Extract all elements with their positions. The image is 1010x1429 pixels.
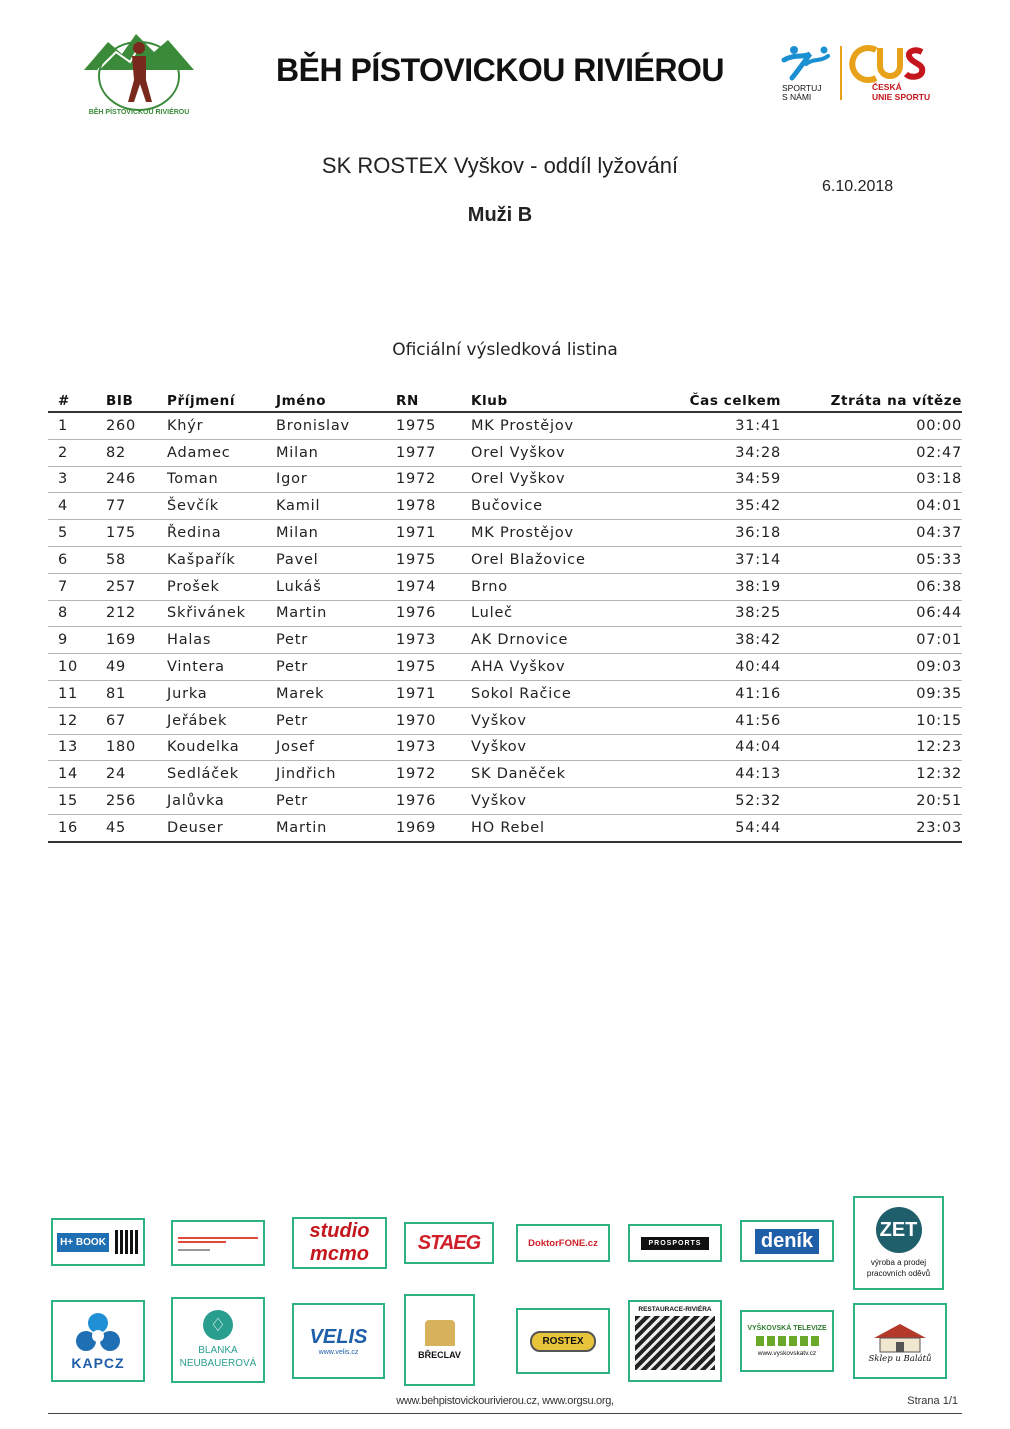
cell-birth-year: 1970 bbox=[396, 707, 471, 734]
sponsor-prosports-label: PROSPORTS bbox=[641, 1237, 710, 1250]
cell-club: MK Prostějov bbox=[471, 412, 646, 439]
table-row bbox=[48, 761, 962, 788]
table-row bbox=[48, 734, 962, 761]
cell-time-behind: 00:00 bbox=[781, 412, 962, 439]
cell-total-time: 41:56 bbox=[646, 707, 781, 734]
cell-club: Orel Vyškov bbox=[471, 439, 646, 466]
cell-club: Orel Blažovice bbox=[471, 546, 646, 573]
cell-birth-year: 1973 bbox=[396, 734, 471, 761]
cell-bib: 260 bbox=[106, 412, 167, 439]
sponsor-restaurace-riviera bbox=[628, 1300, 722, 1382]
cell-club: Brno bbox=[471, 573, 646, 600]
table-row bbox=[48, 573, 962, 600]
cell-total-time: 52:32 bbox=[646, 788, 781, 815]
cell-surname: Toman bbox=[167, 466, 276, 493]
cell-bib: 82 bbox=[106, 439, 167, 466]
cell-time-behind: 07:01 bbox=[781, 627, 962, 654]
velis-label: VELIS bbox=[309, 1326, 368, 1348]
cell-first-name: Igor bbox=[276, 466, 396, 493]
sponsor-velis bbox=[292, 1303, 385, 1379]
cell-surname: Skřivánek bbox=[167, 600, 276, 627]
sponsor-staeg bbox=[404, 1222, 494, 1264]
cell-first-name: Josef bbox=[276, 734, 396, 761]
cell-bib: 180 bbox=[106, 734, 167, 761]
page-number: Strana 1/1 bbox=[907, 1395, 958, 1407]
cell-club: Vyškov bbox=[471, 788, 646, 815]
cell-club: MK Prostějov bbox=[471, 520, 646, 547]
sponsor-zet bbox=[853, 1196, 944, 1290]
cell-total-time: 34:28 bbox=[646, 439, 781, 466]
cell-total-time: 36:18 bbox=[646, 520, 781, 547]
cell-rank: 4 bbox=[48, 493, 106, 520]
cell-surname: Prošek bbox=[167, 573, 276, 600]
cell-birth-year: 1971 bbox=[396, 680, 471, 707]
column-header-bib: BIB bbox=[106, 385, 167, 412]
cell-birth-year: 1978 bbox=[396, 493, 471, 520]
cell-total-time: 38:25 bbox=[646, 600, 781, 627]
cell-birth-year: 1975 bbox=[396, 546, 471, 573]
cell-first-name: Kamil bbox=[276, 493, 396, 520]
cell-time-behind: 12:32 bbox=[781, 761, 962, 788]
table-header-row bbox=[48, 385, 962, 412]
cell-rank: 11 bbox=[48, 680, 106, 707]
sportuj-s-nami-logo bbox=[780, 44, 838, 114]
cell-club: Vyškov bbox=[471, 707, 646, 734]
cell-bib: 257 bbox=[106, 573, 167, 600]
cell-bib: 77 bbox=[106, 493, 167, 520]
sportuj-text-2: S NÁMI bbox=[782, 92, 812, 102]
cell-bib: 67 bbox=[106, 707, 167, 734]
cell-surname: Kašpařík bbox=[167, 546, 276, 573]
cell-birth-year: 1977 bbox=[396, 439, 471, 466]
velis-url: www.velis.cz bbox=[318, 1349, 359, 1356]
svg-text:BĚH PÍSTOVICKOU RIVIÉROU: BĚH PÍSTOVICKOU RIVIÉROU bbox=[88, 109, 190, 116]
cell-birth-year: 1976 bbox=[396, 600, 471, 627]
cell-rank: 10 bbox=[48, 654, 106, 681]
table-row bbox=[48, 654, 962, 681]
cell-rank: 16 bbox=[48, 814, 106, 841]
sponsor-hbook bbox=[51, 1218, 145, 1266]
race-date: 6.10.2018 bbox=[822, 178, 894, 195]
cell-total-time: 35:42 bbox=[646, 493, 781, 520]
cell-bib: 256 bbox=[106, 788, 167, 815]
cell-first-name: Petr bbox=[276, 788, 396, 815]
cell-time-behind: 09:03 bbox=[781, 654, 962, 681]
cell-club: AHA Vyškov bbox=[471, 654, 646, 681]
sponsor-denik bbox=[740, 1220, 834, 1262]
cell-birth-year: 1969 bbox=[396, 814, 471, 841]
sponsor-staeg-label: STAEG bbox=[417, 1231, 481, 1254]
cell-total-time: 44:04 bbox=[646, 734, 781, 761]
cell-surname: Sedláček bbox=[167, 761, 276, 788]
cell-bib: 175 bbox=[106, 520, 167, 547]
cell-club: Luleč bbox=[471, 600, 646, 627]
cell-bib: 58 bbox=[106, 546, 167, 573]
cell-first-name: Martin bbox=[276, 600, 396, 627]
cell-time-behind: 04:37 bbox=[781, 520, 962, 547]
table-row bbox=[48, 814, 962, 841]
sportuj-text-1: SPORTUJ bbox=[782, 83, 822, 93]
cell-time-behind: 10:15 bbox=[781, 707, 962, 734]
cell-surname: Khýr bbox=[167, 412, 276, 439]
restaurant-photo bbox=[635, 1316, 715, 1370]
cell-club: HO Rebel bbox=[471, 814, 646, 841]
column-header-club: Klub bbox=[471, 385, 646, 412]
cell-bib: 212 bbox=[106, 600, 167, 627]
cell-time-behind: 06:44 bbox=[781, 600, 962, 627]
event-title: BĚH PÍSTOVICKOU RIVIÉROU bbox=[276, 52, 724, 88]
cell-surname: Jurka bbox=[167, 680, 276, 707]
cell-surname: Vintera bbox=[167, 654, 276, 681]
sponsor-blanka-neubauerova bbox=[171, 1297, 265, 1383]
table-row bbox=[48, 707, 962, 734]
vyskov-tv-label: VYŠKOVSKÁ TELEVIZE bbox=[747, 1325, 827, 1332]
cell-first-name: Milan bbox=[276, 520, 396, 547]
qr-code-icon bbox=[115, 1230, 139, 1254]
cell-first-name: Bronislav bbox=[276, 412, 396, 439]
cell-first-name: Pavel bbox=[276, 546, 396, 573]
cell-rank: 5 bbox=[48, 520, 106, 547]
cell-birth-year: 1972 bbox=[396, 466, 471, 493]
cell-time-behind: 05:33 bbox=[781, 546, 962, 573]
sklep-label: Sklep u Balátů bbox=[868, 1354, 932, 1364]
cell-club: Bučovice bbox=[471, 493, 646, 520]
breclav-castle-icon bbox=[425, 1320, 455, 1346]
cus-text-2: UNIE SPORTU bbox=[872, 92, 931, 102]
cell-first-name: Milan bbox=[276, 439, 396, 466]
sponsor-kapcz bbox=[51, 1300, 145, 1382]
cell-rank: 8 bbox=[48, 600, 106, 627]
cell-rank: 7 bbox=[48, 573, 106, 600]
sponsor-hbook-label: H+ BOOK bbox=[57, 1233, 109, 1252]
cell-birth-year: 1975 bbox=[396, 412, 471, 439]
cell-club: Sokol Račice bbox=[471, 680, 646, 707]
table-row bbox=[48, 680, 962, 707]
organizer-name: SK ROSTEX Vyškov - oddíl lyžování bbox=[321, 153, 679, 178]
cus-text-1: ČESKÁ bbox=[872, 82, 902, 92]
cell-total-time: 44:13 bbox=[646, 761, 781, 788]
table-row bbox=[48, 627, 962, 654]
tv-blocks-icon bbox=[756, 1336, 819, 1346]
cell-first-name: Petr bbox=[276, 654, 396, 681]
cell-first-name: Marek bbox=[276, 680, 396, 707]
cell-bib: 169 bbox=[106, 627, 167, 654]
table-row bbox=[48, 412, 962, 439]
cell-rank: 9 bbox=[48, 627, 106, 654]
sponsor-mcmo-label: studio mcmo bbox=[309, 1220, 370, 1265]
zet-logo: ZET bbox=[876, 1207, 922, 1253]
cell-surname: Halas bbox=[167, 627, 276, 654]
column-header-surname: Příjmení bbox=[167, 385, 276, 412]
cell-bib: 49 bbox=[106, 654, 167, 681]
sponsor-doktorfone bbox=[516, 1224, 610, 1262]
cell-time-behind: 20:51 bbox=[781, 788, 962, 815]
sponsor-prosports bbox=[628, 1224, 722, 1262]
cell-time-behind: 03:18 bbox=[781, 466, 962, 493]
cell-total-time: 54:44 bbox=[646, 814, 781, 841]
cell-birth-year: 1973 bbox=[396, 627, 471, 654]
cell-time-behind: 04:01 bbox=[781, 493, 962, 520]
cell-time-behind: 09:35 bbox=[781, 680, 962, 707]
cell-surname: Ševčík bbox=[167, 493, 276, 520]
cell-bib: 24 bbox=[106, 761, 167, 788]
column-header-rank: # bbox=[48, 385, 106, 412]
cell-club: Vyškov bbox=[471, 734, 646, 761]
vyskov-tv-url: www.vyskovskatv.cz bbox=[757, 1350, 817, 1357]
cell-rank: 1 bbox=[48, 412, 106, 439]
cell-rank: 2 bbox=[48, 439, 106, 466]
sportuj-caption bbox=[782, 84, 822, 102]
table-row bbox=[48, 788, 962, 815]
cell-birth-year: 1976 bbox=[396, 788, 471, 815]
cell-surname: Adamec bbox=[167, 439, 276, 466]
sponsor-breclav bbox=[404, 1294, 475, 1386]
tooth-icon: ♢ bbox=[203, 1310, 233, 1340]
cus-caption bbox=[872, 82, 930, 102]
results-table bbox=[48, 385, 962, 843]
kapcz-label: KAPCZ bbox=[71, 1355, 125, 1371]
cellar-building-icon bbox=[870, 1318, 930, 1354]
cell-total-time: 37:14 bbox=[646, 546, 781, 573]
category-title: Muži B bbox=[467, 204, 533, 226]
cell-rank: 3 bbox=[48, 466, 106, 493]
riviera-label: RESTAURACE-RIVIÉRA bbox=[638, 1306, 712, 1313]
cell-rank: 12 bbox=[48, 707, 106, 734]
cell-total-time: 31:41 bbox=[646, 412, 781, 439]
table-row bbox=[48, 466, 962, 493]
cell-total-time: 38:42 bbox=[646, 627, 781, 654]
cell-first-name: Jindřich bbox=[276, 761, 396, 788]
column-header-total-time: Čas celkem bbox=[646, 385, 781, 412]
sponsor-sklep-u-balatu bbox=[853, 1303, 947, 1379]
cell-total-time: 34:59 bbox=[646, 466, 781, 493]
blanka-label: BLANKA NEUBAUEROVÁ bbox=[179, 1345, 257, 1369]
column-header-first-name: Jméno bbox=[276, 385, 396, 412]
list-title: Oficiální výsledková listina bbox=[392, 340, 618, 360]
cell-birth-year: 1975 bbox=[396, 654, 471, 681]
cell-club: AK Drnovice bbox=[471, 627, 646, 654]
cell-birth-year: 1972 bbox=[396, 761, 471, 788]
cell-surname: Ředina bbox=[167, 520, 276, 547]
cell-club: Orel Vyškov bbox=[471, 466, 646, 493]
cell-birth-year: 1974 bbox=[396, 573, 471, 600]
cell-rank: 6 bbox=[48, 546, 106, 573]
table-row bbox=[48, 439, 962, 466]
sponsor-rostex bbox=[516, 1308, 610, 1374]
cell-time-behind: 12:23 bbox=[781, 734, 962, 761]
results-body bbox=[48, 412, 962, 842]
rostex-label: ROSTEX bbox=[530, 1331, 595, 1352]
footer-divider bbox=[48, 1413, 962, 1414]
sponsor-dental-clinic bbox=[171, 1220, 265, 1266]
cell-rank: 13 bbox=[48, 734, 106, 761]
breclav-label: BŘECLAV bbox=[418, 1350, 461, 1360]
cell-club: SK Daněček bbox=[471, 761, 646, 788]
sponsor-denik-label: deník bbox=[755, 1229, 819, 1254]
table-row bbox=[48, 493, 962, 520]
sponsor-studio-mcmo bbox=[292, 1217, 387, 1269]
table-row bbox=[48, 600, 962, 627]
cell-time-behind: 02:47 bbox=[781, 439, 962, 466]
sponsor-doktorfone-label: DoktorFONE.cz bbox=[528, 1237, 598, 1249]
sponsor-vyskovska-televize bbox=[740, 1310, 834, 1372]
cell-surname: Koudelka bbox=[167, 734, 276, 761]
cell-first-name: Lukáš bbox=[276, 573, 396, 600]
cell-first-name: Martin bbox=[276, 814, 396, 841]
cell-surname: Jeřábek bbox=[167, 707, 276, 734]
cell-rank: 14 bbox=[48, 761, 106, 788]
kapcz-logo-icon bbox=[73, 1311, 123, 1355]
cell-total-time: 40:44 bbox=[646, 654, 781, 681]
footer-urls: www.behpistovickourivierou.cz, www.orgsu.org, bbox=[396, 1395, 614, 1407]
cell-bib: 246 bbox=[106, 466, 167, 493]
column-header-birth-year: RN bbox=[396, 385, 471, 412]
cell-total-time: 38:19 bbox=[646, 573, 781, 600]
table-row bbox=[48, 546, 962, 573]
cell-surname: Jalůvka bbox=[167, 788, 276, 815]
cell-rank: 15 bbox=[48, 788, 106, 815]
cell-bib: 81 bbox=[106, 680, 167, 707]
column-header-time-behind: Ztráta na vítěze bbox=[781, 385, 962, 412]
cell-first-name: Petr bbox=[276, 707, 396, 734]
cell-total-time: 41:16 bbox=[646, 680, 781, 707]
logo-divider bbox=[840, 46, 842, 100]
zet-caption: výroba a prodej pracovních oděvů bbox=[866, 1258, 931, 1278]
cell-birth-year: 1971 bbox=[396, 520, 471, 547]
cell-time-behind: 23:03 bbox=[781, 814, 962, 841]
table-row bbox=[48, 520, 962, 547]
cell-bib: 45 bbox=[106, 814, 167, 841]
cell-first-name: Petr bbox=[276, 627, 396, 654]
cell-surname: Deuser bbox=[167, 814, 276, 841]
cell-time-behind: 06:38 bbox=[781, 573, 962, 600]
